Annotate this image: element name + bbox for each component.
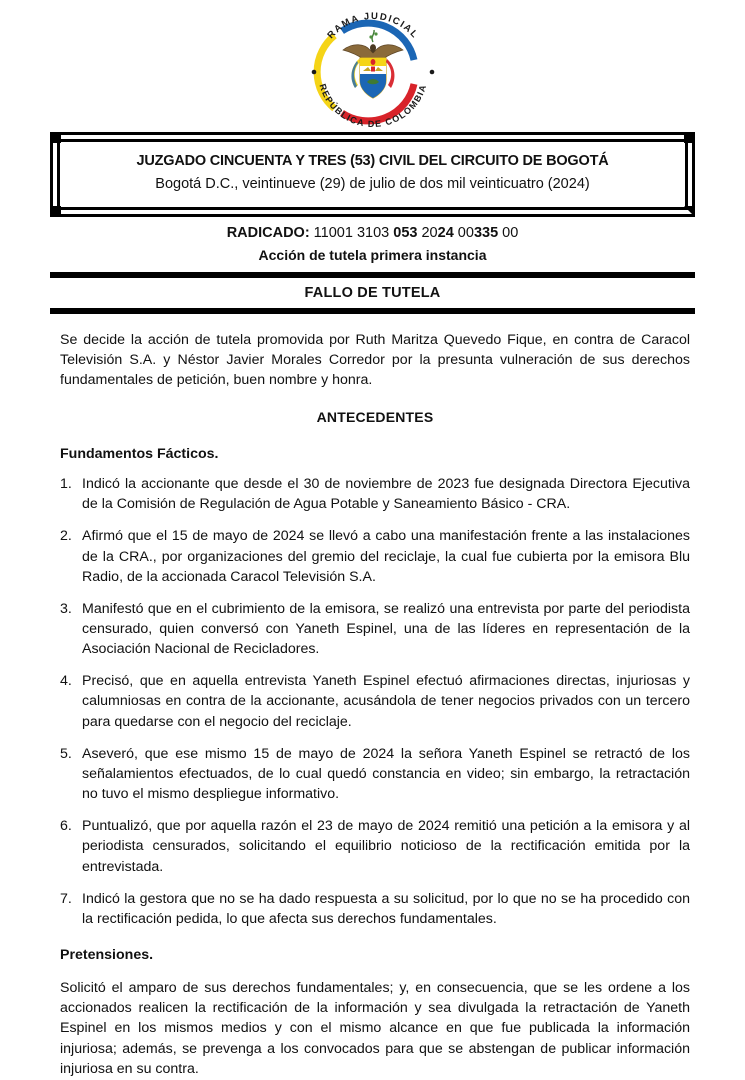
svg-text:REPÚBLICA DE COLOMBIA: REPÚBLICA DE COLOMBIA <box>317 82 428 128</box>
list-item: Precisó, que en aquella entrevista Yaneth Espinel efectuó afirmaciones directas, injuriosas y calumniosas en contra de la accionante, acusándola de tener negocios privados con un tercero para quedarse con el negocio del reciclaje. <box>82 673 690 730</box>
svg-text:RAMA JUDICIAL: RAMA JUDICIAL <box>324 10 421 42</box>
list-item: Afirmó que el 15 de mayo de 2024 se llevó a cabo una manifestación frente a las instalaciones de la CRA., por organizaciones del gremio del reciclaje, la cual fue cubierta por la emisora Blu Radio, de la accionada Caracol Televisión S.A. <box>82 528 690 585</box>
court-name: JUZGADO CINCUENTA Y TRES (53) CIVIL DEL CIRCUITO DE BOGOTÁ <box>136 153 609 169</box>
bevel-bottom-right <box>684 206 692 214</box>
bevel-top-right <box>684 135 692 143</box>
ruling-title: FALLO DE TUTELA <box>304 284 441 301</box>
radicado-part-6: 335 <box>473 224 499 241</box>
pretensiones-paragraph: Solicitó el amparo de sus derechos fundamentales; y, en consecuencia, que se les ordene a los accionados realicen la rectificación de la información y sea divulgada la retractación de Yaneth Espinel en los mismos medios y con el mismo alcance en que fue publicada la información injuriosa; además, se prevenga a los convocados para que se abstengan de publicar información injuriosa en su contra. <box>60 980 690 1077</box>
rule-bottom <box>50 308 695 314</box>
court-header-inner <box>57 139 688 210</box>
ruling-title-block <box>50 272 695 314</box>
list-item: Indicó la accionante que desde el 30 de noviembre de 2023 fue designada Directora Ejecutiva de la Comisión de Regulación de Agua Potable y Saneamiento Básico - CRA. <box>82 476 690 513</box>
radicado-part-5: 00 <box>453 224 474 241</box>
radicado-part-7: 00 <box>498 224 519 241</box>
rama-judicial-seal-icon <box>298 10 448 128</box>
list-item: Manifestó que en el cubrimiento de la emisora, se realizó una entrevista por parte del periodista censurado, quien conversó con Yaneth Espinel, una de las líderes en representación de la Asociación Nacional de Recicladores. <box>82 600 690 658</box>
facts-list <box>60 474 690 929</box>
bevel-top-left <box>53 135 61 143</box>
intro-paragraph: Se decide la acción de tutela promovida por Ruth Maritza Quevedo Fique, en contra de Caracol Televisión S.A. y Néstor Javier Morales Corredor por la presunta vulneración de sus derechos fundamentales de petición, buen nombre y honra. <box>60 331 690 388</box>
accion-subtitle: Acción de tutela primera instancia <box>258 246 487 263</box>
radicado-part-4: 24 <box>437 224 454 241</box>
document-body <box>60 330 690 1079</box>
emblem-container <box>0 0 745 128</box>
list-item: Indicó la gestora que no se ha dado respuesta a su solicitud, por lo que no se ha procedido con la rectificación pedida, lo que afecta sus derechos fundamentales. <box>82 890 690 927</box>
bevel-bottom-left <box>53 206 61 214</box>
radicado-line <box>0 224 745 243</box>
list-item: Aseveró, que ese mismo 15 de mayo de 2024 la señora Yaneth Espinel se retractó de los señalamientos efectuados, de lo cual quedó constancia en video; sin embargo, la retractación no tuvo el mismo despliegue informativo. <box>82 745 690 803</box>
court-header-box <box>50 132 695 217</box>
radicado-part-1: 11001 3103 <box>309 224 394 241</box>
list-item: Puntualizó, que por aquella razón el 23 de mayo de 2024 remitió una petición a la emisora y al periodista censurados, solicitando el equilibrio noticioso de la rectificación emitida por la entrevistada. <box>82 818 690 875</box>
antecedentes-heading: ANTECEDENTES <box>316 409 434 425</box>
radicado-label: RADICADO: <box>226 224 310 241</box>
fundamentos-facticos-heading: Fundamentos Fácticos. <box>60 445 219 462</box>
court-date-line: Bogotá D.C., veintinueve (29) de julio de dos mil veinticuatro (2024) <box>155 176 590 193</box>
radicado-part-2: 053 <box>393 224 418 241</box>
pretensiones-heading: Pretensiones. <box>60 947 154 963</box>
radicado-part-3: 20 <box>417 224 438 241</box>
